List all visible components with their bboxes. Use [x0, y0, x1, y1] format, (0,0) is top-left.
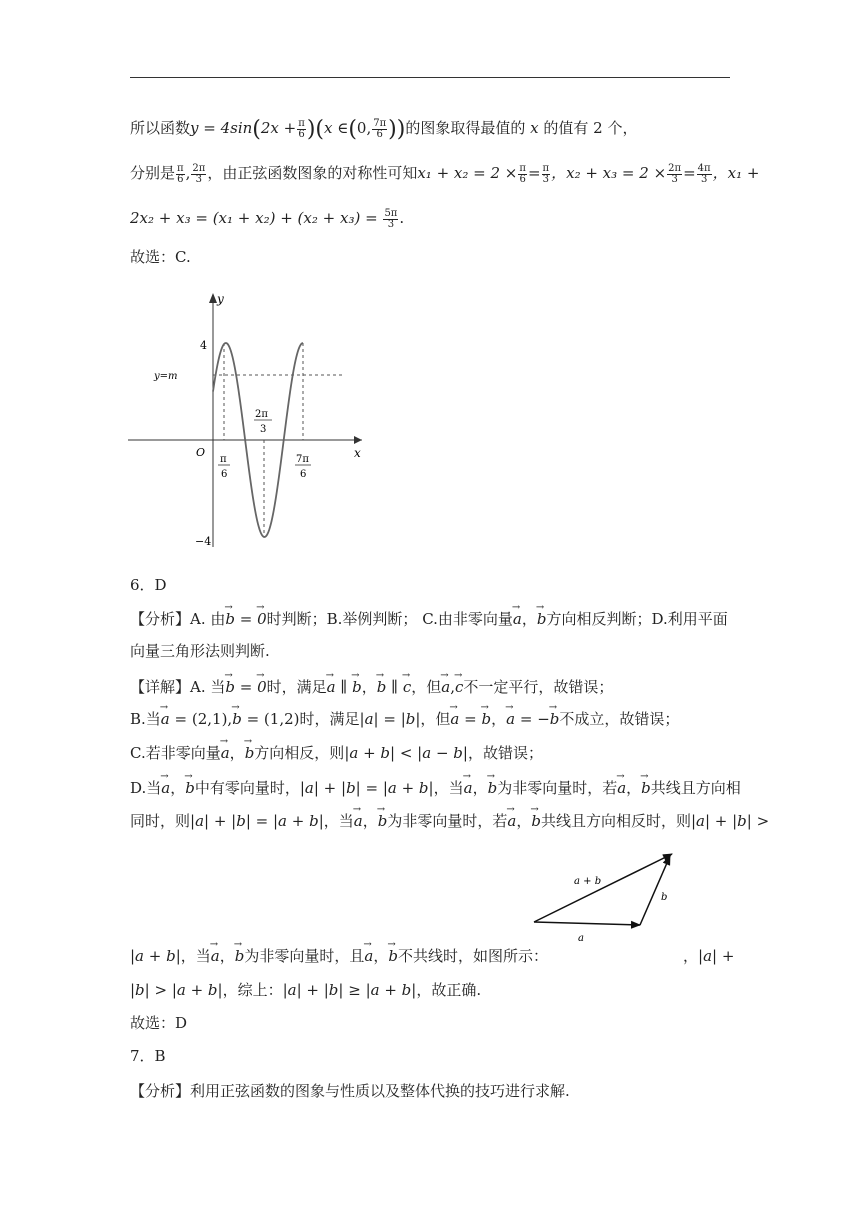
tick-2pi3-den: 3 — [260, 424, 267, 435]
vector-b-arrow — [640, 856, 670, 925]
sol5-answer: 故选：C. — [130, 248, 191, 266]
variable: x — [530, 119, 539, 137]
text: 的图象取得最值的 — [405, 119, 526, 137]
sol5-line1: 所以函数y = 4sin(2x + $\frac{\pi}{6}$ )(x ∈(0, $\frac{7\pi}{6}$ ))的图象取得最值的 x 的值有 2 个， — [130, 117, 638, 142]
q6-detail-d4: |b| > |a + b|，综上：|a| + |b| ≥ |a + b|，故正确. — [130, 981, 482, 999]
tick-pi6-num: π — [220, 454, 227, 465]
q6-number: 6．D — [130, 576, 167, 594]
x-axis-label: x — [354, 446, 361, 460]
origin-label: O — [196, 446, 206, 459]
formula: 0, — [356, 119, 372, 137]
tick-7pi6-num: 7π — [296, 454, 309, 465]
vector-a-label: a — [578, 933, 584, 944]
vector-triangle — [528, 848, 683, 948]
q7-number: 7．B — [130, 1047, 166, 1065]
formula: 2x + — [260, 119, 297, 137]
vector-sum-arrow — [534, 854, 672, 922]
q6-answer: 故选：D — [130, 1014, 188, 1032]
tick-7pi6-den: 6 — [300, 469, 307, 480]
q6-detail-a: 【详解】A. 当→ b = → 0时，满足→ a ∥ → b，→ b ∥ → c，但→ a,→ c不一定平行，故错误； — [130, 677, 613, 697]
sine-graph — [120, 285, 370, 555]
vector-b-label: b — [661, 892, 668, 903]
tick-2pi3-num: 2π — [255, 409, 268, 420]
sol5-line2: 分别是 $\frac{\pi}{6}$ , $\frac{2\pi}{3}$ ，由正弦函数图象的对称性可知x₁ + x₂ = 2 × $\frac{\pi}{6}$ = $\frac{\pi}{3}$ ，x₂ + x₃ = 2 × $\frac{2\pi}{3}$ = $\frac{4\pi}{3}$ ，x₁ + — [130, 162, 760, 185]
q7-analysis: 【分析】利用正弦函数的图象与性质以及整体代换的技巧进行求解. — [130, 1082, 570, 1100]
text: 所以函数 — [130, 119, 191, 137]
vector-a-arrow — [534, 922, 640, 925]
fraction: $\frac{7\pi}{6}$ — [373, 117, 387, 140]
ym-label: y=m — [154, 371, 178, 382]
q6-detail-d3-tail: ，|a| + — [683, 947, 735, 965]
x-axis-arrow — [354, 436, 362, 444]
formula: y = 4sin — [190, 119, 253, 137]
q6-detail-d1: D.当→ a，→ b中有零向量时，|a| + |b| = |a + b|，当→ a，→ b为非零向量时，若→ a，→ b共线且方向相 — [130, 778, 741, 798]
tick-neg4: −4 — [195, 535, 212, 548]
tick-4: 4 — [200, 339, 207, 352]
header-rule — [130, 77, 730, 78]
fraction: $\frac{\pi}{6}$ — [298, 117, 305, 140]
vector-sum-label: a + b — [574, 876, 602, 887]
q6-detail-d3: |a + b|，当→ a，→ b为非零向量时，且→ a，→ b不共线时，如图所示： — [130, 946, 548, 966]
q6-analysis-line2: 向量三角形法则判断. — [130, 642, 270, 660]
tick-pi6-den: 6 — [221, 469, 228, 480]
formula: x ∈ — [323, 119, 349, 137]
q6-analysis-line1: 【分析】A. 由→ b = → 0时判断；B.举例判断； C.由非零向量→ a，→ b方向相反判断；D.利用平面 — [130, 609, 728, 629]
text: 的值有 2 个， — [543, 119, 638, 137]
sol5-line3: 2x₂ + x₃ = (x₁ + x₂) + (x₂ + x₃) = $\frac{5\pi}{3}$ . — [130, 207, 405, 230]
y-axis-label: y — [217, 292, 224, 306]
y-axis-arrow — [209, 293, 217, 303]
q6-detail-b: B.当→ a = (2,1),→ b = (1,2)时，满足|a| = |b|，但→ a = → b，→ a = −→ b不成立，故错误； — [130, 709, 679, 729]
q6-detail-c: C.若非零向量→ a，→ b方向相反，则|a + b| < |a − b|，故错误； — [130, 743, 543, 763]
q6-detail-d2: 同时，则|a| + |b| = |a + b|，当→ a，→ b为非零向量时，若→ a，→ b共线且方向相反时，则|a| + |b| > — [130, 811, 769, 831]
